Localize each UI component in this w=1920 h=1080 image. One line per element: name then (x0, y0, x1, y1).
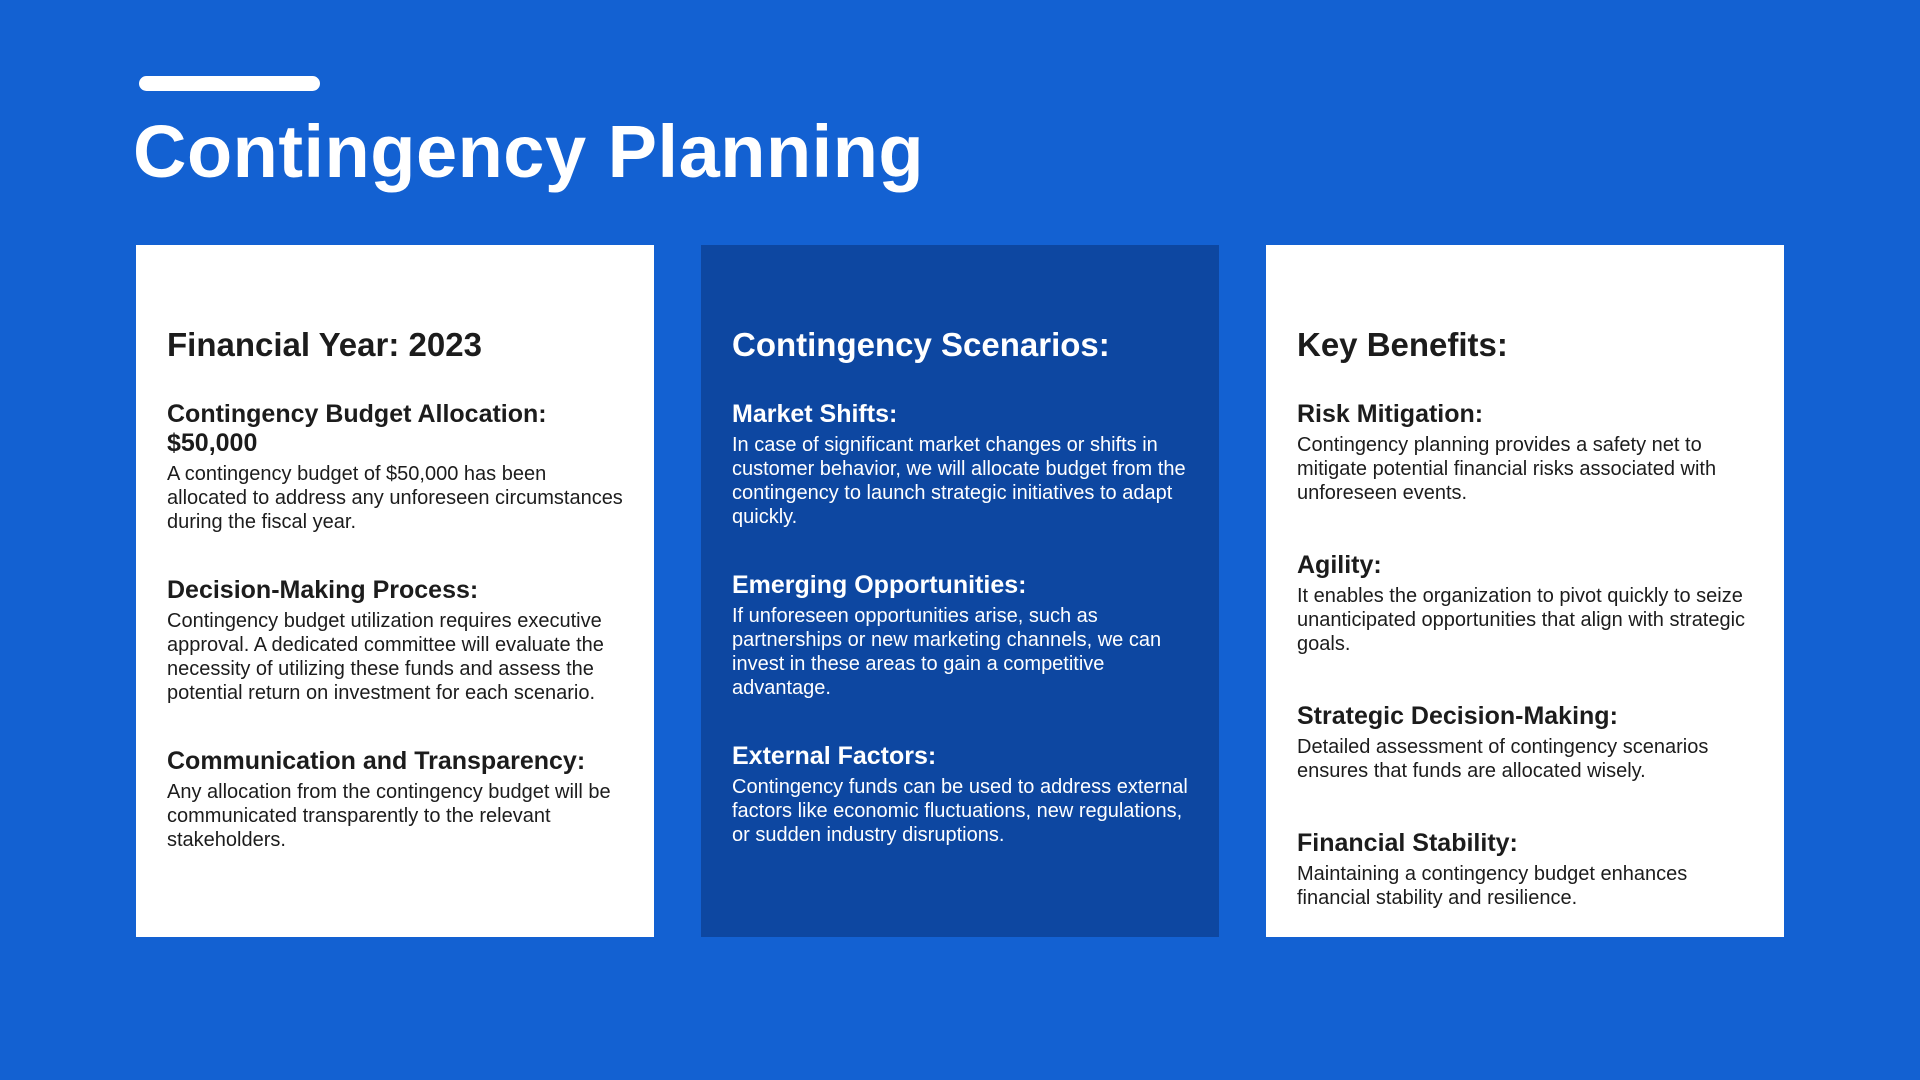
section-heading: Strategic Decision-Making: (1297, 701, 1618, 730)
card-heading: Key Benefits: (1297, 326, 1508, 363)
section-heading: Decision-Making Process: (167, 575, 479, 604)
section-heading: Financial Stability: (1297, 828, 1518, 857)
budget-allocation-section (167, 400, 624, 534)
key-benefits-card (1266, 245, 1784, 937)
section-heading: External Factors: (732, 741, 937, 770)
section-heading: Emerging Opportunities: (732, 570, 1027, 599)
section-heading: Market Shifts: (732, 399, 898, 428)
emerging-opportunities-section (732, 571, 1189, 700)
card-heading: Financial Year: 2023 (167, 326, 482, 363)
section-body: Contingency funds can be used to address external factors like economic fluctuations, new regulations, or sudden industry disruptions. (732, 775, 1188, 846)
section-body: If unforeseen opportunities arise, such as partnerships or new marketing channels, we can invest in these areas to gain a competitive advantage. (732, 604, 1162, 699)
risk-mitigation-section (1297, 400, 1754, 505)
section-body: Maintaining a contingency budget enhances financial stability and resilience. (1297, 862, 1688, 909)
title-accent-bar (139, 76, 320, 91)
market-shifts-section (732, 400, 1189, 529)
financial-stability-section (1297, 829, 1754, 910)
section-body: A contingency budget of $50,000 has been allocated to address any unforeseen circumstances during the fiscal year. (167, 462, 623, 533)
external-factors-section (732, 742, 1189, 847)
section-heading: Communication and Transparency: (167, 746, 586, 775)
section-body: Contingency budget utilization requires executive approval. A dedicated committee will evaluate the necessity of utilizing these funds and assess the potential return on investment for each scenario. (167, 609, 604, 704)
agility-section (1297, 551, 1754, 656)
section-body: In case of significant market changes or shifts in customer behavior, we will allocate budget from the contingency to launch strategic initiatives to adapt quickly. (732, 433, 1186, 528)
section-heading: Contingency Budget Allocation: $50,000 (167, 399, 547, 457)
card-heading: Contingency Scenarios: (732, 326, 1110, 363)
section-body: Any allocation from the contingency budget will be communicated transparently to the relevant stakeholders. (167, 780, 611, 851)
section-heading: Risk Mitigation: (1297, 399, 1484, 428)
communication-section (167, 747, 624, 852)
page-title: Contingency Planning (133, 110, 925, 193)
section-body: It enables the organization to pivot quickly to seize unanticipated opportunities that align with strategic goals. (1297, 584, 1746, 655)
strategic-decision-section (1297, 702, 1754, 783)
section-body: Contingency planning provides a safety net to mitigate potential financial risks associated with unforeseen events. (1297, 433, 1717, 504)
contingency-scenarios-card (701, 245, 1219, 937)
decision-making-section (167, 576, 624, 705)
section-heading: Agility: (1297, 550, 1382, 579)
section-body: Detailed assessment of contingency scenarios ensures that funds are allocated wisely. (1297, 735, 1709, 782)
financial-year-card (136, 245, 654, 937)
